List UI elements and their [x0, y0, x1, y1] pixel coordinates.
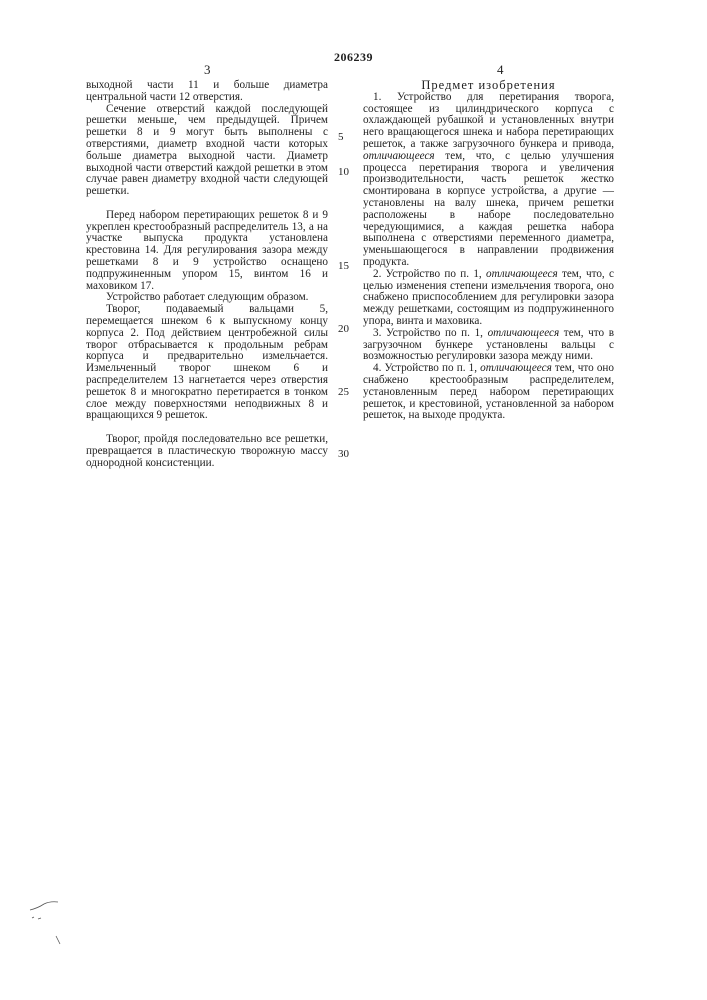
pen-mark: [28, 898, 62, 946]
claim-4: 4. Устройство по п. 1, отличающееся тем, что оно снабжено крестообразным распределителем, установленным перед набором перетирающих решеток, и крестовиной, установленной за набором решеток, на выходе продукта.: [363, 363, 614, 422]
paragraph: Творог, пройдя последовательно все решетки, превращается в пластическую творожную массу однородной консистенции.: [86, 434, 328, 469]
paragraph: Перед набором перетирающих решеток 8 и 9 укреплен крестообразный распределитель 13, а на участке выпуска продукта установлена крестовина 14. Для регулирования зазора между решетками 8 и 9 устройство оснащено подпружиненным упором 15, винтом 16 и маховиком 17.: [86, 210, 328, 293]
claim-3: 3. Устройство по п. 1, отличающееся тем, что в загрузочном бункере установлены вальцы с возможностью регулировки зазора между ними.: [363, 328, 614, 363]
paragraph: Устройство работает следующим образом.: [86, 292, 328, 304]
paragraph: Сечение отверстий каждой последующей решетки меньше, чем предыдущей. Причем решетки 8 и 9 могут быть выполнены с отверстиями, диаметр входной части которых больше диаметра выходной части. Диаметр выходной части отверстий каждой решетки в этом случае равен диаметру входной части следующей решетки.: [86, 104, 328, 198]
line-number: 15: [338, 260, 349, 272]
left-column: [86, 80, 328, 469]
paragraph: Творог, подаваемый вальцами 5, перемещается шнеком 6 к выпускному концу корпуса 2. Под действием центробежной силы творог отбрасывается к продольным ребрам корпуса и предварительно измельчается. Измельченный творог шнеком 6 и распределителем 13 нагнетается через отверстия решеток 8 и многократно перетирается в тонком слое между поверхностями неподвижных 8 и вращающихся 9 решеток.: [86, 304, 328, 422]
paragraph: выходной части 11 и больше диаметра центральной части 12 отверстия.: [86, 80, 328, 104]
line-number: 10: [338, 166, 349, 178]
line-number: 25: [338, 386, 349, 398]
right-column: [363, 80, 614, 422]
line-number: 30: [338, 448, 349, 460]
page-number-right: 4: [497, 62, 504, 78]
claim-2: 2. Устройство по п. 1, отличающееся тем, что, с целью изменения степени измельчения творога, оно снабжено приспособлением для регулировки зазора между решетками, состоящим из подпружиненного упора, винта и маховика.: [363, 269, 614, 328]
line-number: 5: [338, 131, 344, 143]
claim-1: 1. Устройство для перетирания творога, состоящее из цилиндрического корпуса с охлаждающей рубашкой и установленных внутри него вращающегося шнека и набора перетирающих решеток, а также загрузочного бункера и привода, отличающееся тем, что, с целью улучшения процесса перетирания творога и увеличения производительности, часть решеток жестко смонтирована в корпусе устройства, а другие — установлены на валу шнека, причем решетки расположены в наборе последовательно чередующимися, а каждая решетка набора выполнена с отверстиями переменного диаметра, уменьшающегося в направлении продвижения продукта.: [363, 92, 614, 269]
line-number: 20: [338, 323, 349, 335]
claims-heading: Предмет изобретения: [363, 80, 614, 92]
patent-number: 206239: [0, 50, 707, 65]
page-number-left: 3: [204, 62, 211, 78]
